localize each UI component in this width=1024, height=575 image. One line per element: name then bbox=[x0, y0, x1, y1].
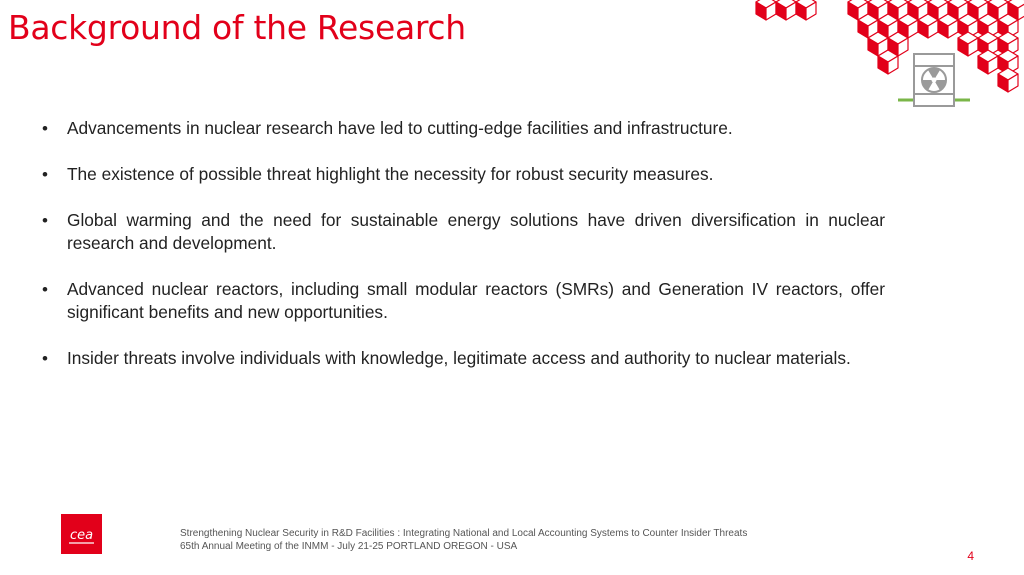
bullet-item bbox=[42, 278, 885, 324]
bullet-dot: • bbox=[42, 211, 48, 230]
red-cube bbox=[998, 68, 1018, 92]
page-number: 4 bbox=[967, 549, 974, 563]
red-cube bbox=[756, 0, 776, 20]
red-cube bbox=[978, 50, 998, 74]
bullet-text: The existence of possible threat highlight the necessity for robust security measures. bbox=[67, 164, 714, 184]
bullet-item bbox=[42, 117, 885, 140]
bullet-dot: • bbox=[42, 165, 48, 184]
bullet-item bbox=[42, 209, 885, 255]
footer-line-title: Strengthening Nuclear Security in R&D Facilities : Integrating National and Local Accounting Systems to Counter Insider Threats bbox=[180, 528, 748, 539]
bullet-text: Advanced nuclear reactors, including small modular reactors (SMRs) and Generation IV reactors, offer significant benefits and new opportunities. bbox=[67, 279, 885, 322]
bullet-list bbox=[42, 117, 885, 393]
bullet-dot: • bbox=[42, 349, 48, 368]
bullet-text: Advancements in nuclear research have led to cutting-edge facilities and infrastructure. bbox=[67, 118, 733, 138]
bullet-item bbox=[42, 163, 885, 186]
red-cube bbox=[878, 50, 898, 74]
slide-title: Background of the Research bbox=[8, 8, 466, 47]
red-cube bbox=[918, 14, 938, 38]
footer-line-event: 65th Annual Meeting of the INMM - July 21-25 PORTLAND OREGON - USA bbox=[180, 541, 518, 552]
bullet-dot: • bbox=[42, 280, 48, 299]
cube-pattern-decoration bbox=[740, 0, 1024, 115]
cea-logo bbox=[61, 514, 102, 554]
bullet-text: Insider threats involve individuals with knowledge, legitimate access and authority to nuclear materials. bbox=[67, 348, 851, 368]
red-cube bbox=[958, 32, 978, 56]
nuclear-reactor-icon bbox=[898, 54, 970, 106]
bullet-text: Global warming and the need for sustainable energy solutions have driven diversification in nuclear research and development. bbox=[67, 210, 885, 253]
red-cube bbox=[796, 0, 816, 20]
logo-text: cea bbox=[69, 528, 94, 543]
footer-text bbox=[180, 527, 747, 553]
red-cube bbox=[938, 14, 958, 38]
bullet-item bbox=[42, 347, 885, 370]
bullet-dot: • bbox=[42, 119, 48, 138]
red-cube bbox=[776, 0, 796, 20]
